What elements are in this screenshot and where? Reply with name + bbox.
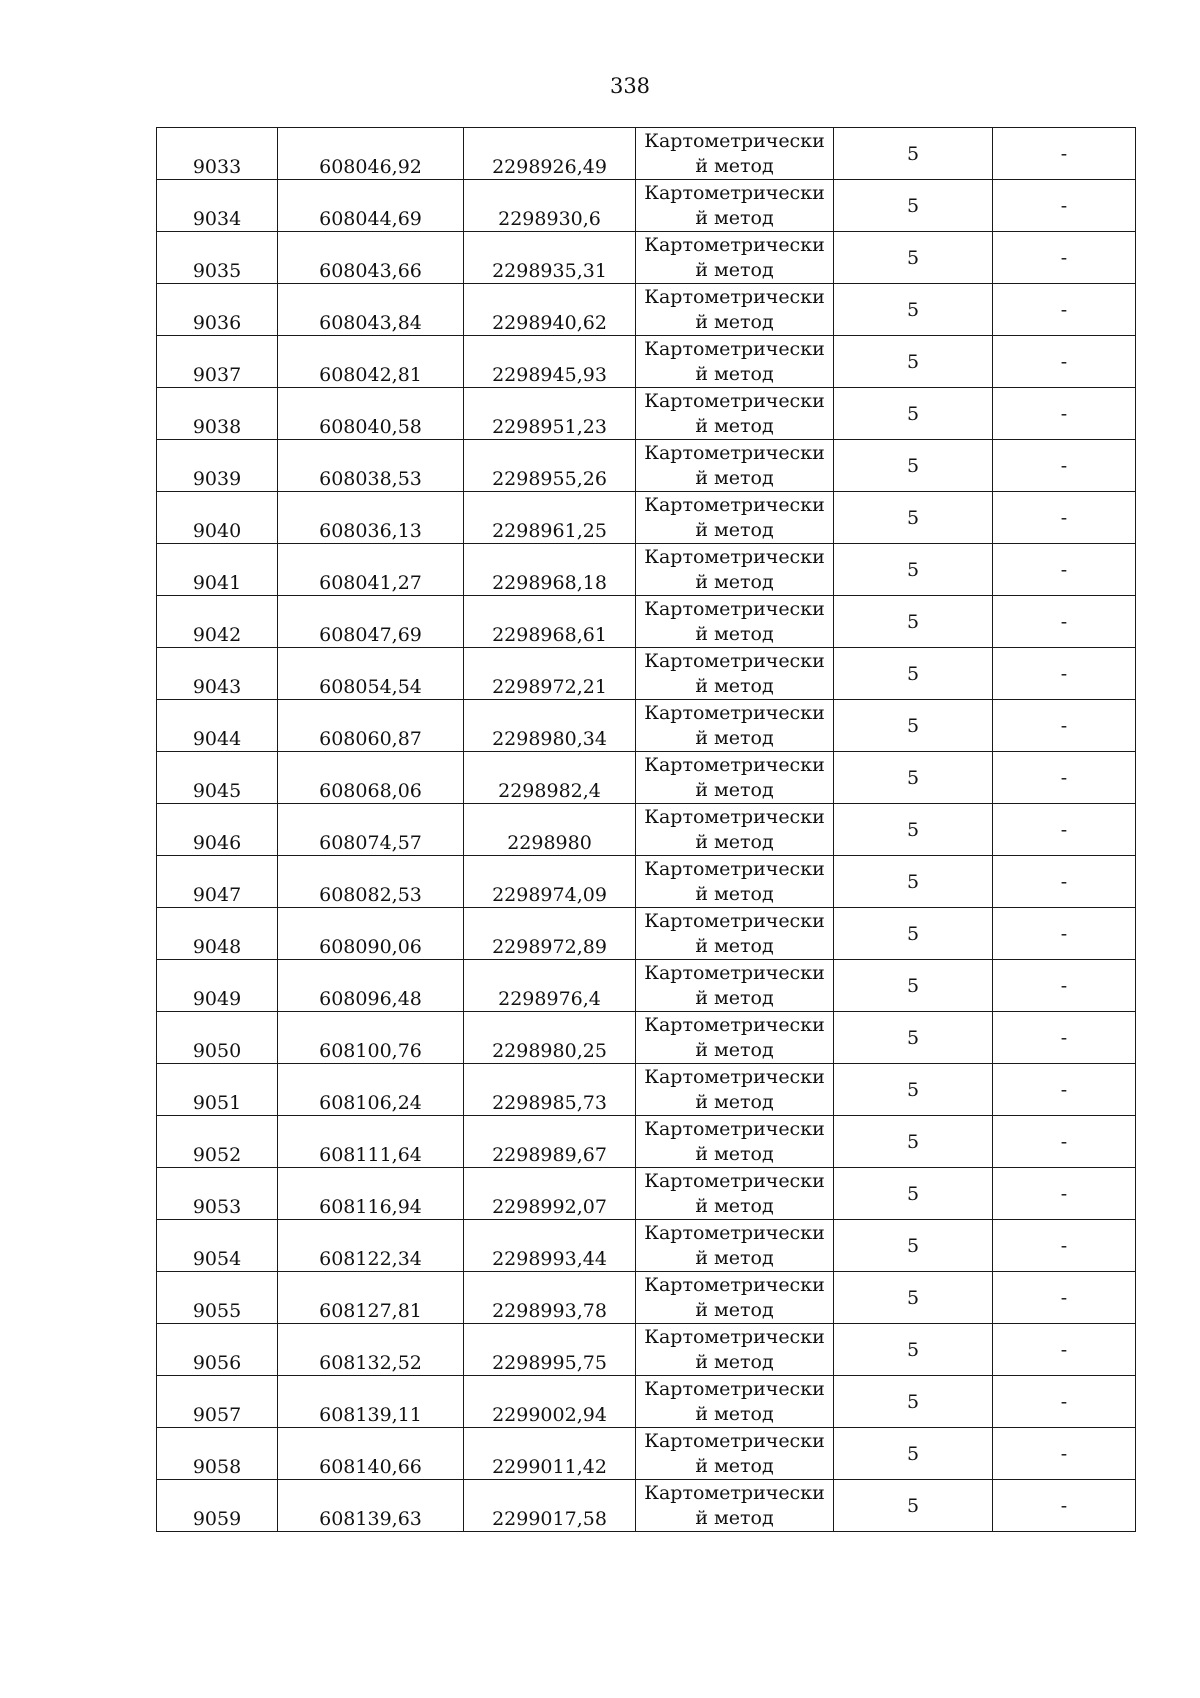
note-cell: -	[993, 1428, 1136, 1480]
note-cell: -	[993, 388, 1136, 440]
method-cell	[636, 1324, 834, 1376]
method-cell	[636, 440, 834, 492]
table-row	[157, 1116, 1136, 1168]
method-cell	[636, 1428, 834, 1480]
method-cell	[636, 1480, 834, 1532]
note-cell: -	[993, 128, 1136, 180]
x-coordinate-cell: 608106,24	[278, 1064, 464, 1116]
x-coordinate-cell: 608096,48	[278, 960, 464, 1012]
x-coordinate-cell: 608139,63	[278, 1480, 464, 1532]
method-cell	[636, 284, 834, 336]
y-coordinate-cell: 2298989,67	[464, 1116, 636, 1168]
y-coordinate-cell: 2298995,75	[464, 1324, 636, 1376]
y-coordinate-cell: 2298985,73	[464, 1064, 636, 1116]
method-line-2: й метод	[695, 883, 774, 905]
method-line-1: Картометрически	[644, 234, 825, 256]
table-row	[157, 1220, 1136, 1272]
accuracy-cell: 5	[834, 128, 993, 180]
table-row	[157, 700, 1136, 752]
accuracy-cell: 5	[834, 180, 993, 232]
point-id-cell: 9050	[157, 1012, 278, 1064]
table-row	[157, 284, 1136, 336]
point-id-cell: 9048	[157, 908, 278, 960]
table-row	[157, 752, 1136, 804]
accuracy-cell: 5	[834, 284, 993, 336]
x-coordinate-cell: 608068,06	[278, 752, 464, 804]
x-coordinate-cell: 608043,66	[278, 232, 464, 284]
method-line-1: Картометрически	[644, 1274, 825, 1296]
note-cell: -	[993, 1272, 1136, 1324]
note-cell: -	[993, 1012, 1136, 1064]
accuracy-cell: 5	[834, 440, 993, 492]
table-row	[157, 1480, 1136, 1532]
x-coordinate-cell: 608090,06	[278, 908, 464, 960]
method-cell	[636, 1012, 834, 1064]
note-cell: -	[993, 648, 1136, 700]
method-line-1: Картометрически	[644, 286, 825, 308]
method-line-2: й метод	[695, 1403, 774, 1425]
method-line-1: Картометрически	[644, 1014, 825, 1036]
note-cell: -	[993, 1116, 1136, 1168]
method-line-1: Картометрически	[644, 390, 825, 412]
accuracy-cell: 5	[834, 1428, 993, 1480]
method-line-1: Картометрически	[644, 182, 825, 204]
method-line-2: й метод	[695, 675, 774, 697]
table-row	[157, 492, 1136, 544]
point-id-cell: 9034	[157, 180, 278, 232]
accuracy-cell: 5	[834, 596, 993, 648]
method-line-1: Картометрически	[644, 1170, 825, 1192]
y-coordinate-cell: 2299011,42	[464, 1428, 636, 1480]
y-coordinate-cell: 2298974,09	[464, 856, 636, 908]
method-line-2: й метод	[695, 831, 774, 853]
method-line-1: Картометрически	[644, 1066, 825, 1088]
point-id-cell: 9042	[157, 596, 278, 648]
point-id-cell: 9040	[157, 492, 278, 544]
x-coordinate-cell: 608140,66	[278, 1428, 464, 1480]
table-row	[157, 596, 1136, 648]
method-cell	[636, 700, 834, 752]
accuracy-cell: 5	[834, 1272, 993, 1324]
accuracy-cell: 5	[834, 1220, 993, 1272]
note-cell: -	[993, 596, 1136, 648]
method-cell	[636, 388, 834, 440]
method-line-1: Картометрически	[644, 1430, 825, 1452]
x-coordinate-cell: 608038,53	[278, 440, 464, 492]
method-cell	[636, 648, 834, 700]
method-line-2: й метод	[695, 207, 774, 229]
method-line-1: Картометрически	[644, 1222, 825, 1244]
method-line-2: й метод	[695, 259, 774, 281]
method-line-1: Картометрически	[644, 754, 825, 776]
note-cell: -	[993, 1376, 1136, 1428]
y-coordinate-cell: 2298968,61	[464, 596, 636, 648]
note-cell: -	[993, 908, 1136, 960]
point-id-cell: 9046	[157, 804, 278, 856]
method-line-1: Картометрически	[644, 1326, 825, 1348]
x-coordinate-cell: 608060,87	[278, 700, 464, 752]
method-line-2: й метод	[695, 1247, 774, 1269]
method-line-2: й метод	[695, 727, 774, 749]
point-id-cell: 9036	[157, 284, 278, 336]
accuracy-cell: 5	[834, 544, 993, 596]
method-line-1: Картометрически	[644, 598, 825, 620]
note-cell: -	[993, 492, 1136, 544]
accuracy-cell: 5	[834, 492, 993, 544]
note-cell: -	[993, 856, 1136, 908]
y-coordinate-cell: 2298945,93	[464, 336, 636, 388]
method-line-2: й метод	[695, 571, 774, 593]
table-row	[157, 1428, 1136, 1480]
accuracy-cell: 5	[834, 804, 993, 856]
method-line-2: й метод	[695, 1195, 774, 1217]
method-cell	[636, 596, 834, 648]
x-coordinate-cell: 608043,84	[278, 284, 464, 336]
point-id-cell: 9051	[157, 1064, 278, 1116]
table-row	[157, 1272, 1136, 1324]
note-cell: -	[993, 1324, 1136, 1376]
coordinates-table	[156, 127, 1136, 1532]
x-coordinate-cell: 608042,81	[278, 336, 464, 388]
method-line-2: й метод	[695, 987, 774, 1009]
point-id-cell: 9055	[157, 1272, 278, 1324]
y-coordinate-cell: 2298972,21	[464, 648, 636, 700]
method-cell	[636, 128, 834, 180]
point-id-cell: 9052	[157, 1116, 278, 1168]
method-line-2: й метод	[695, 623, 774, 645]
y-coordinate-cell: 2298980,34	[464, 700, 636, 752]
accuracy-cell: 5	[834, 336, 993, 388]
table-row	[157, 960, 1136, 1012]
method-line-1: Картометрически	[644, 1482, 825, 1504]
note-cell: -	[993, 284, 1136, 336]
table-row	[157, 388, 1136, 440]
point-id-cell: 9039	[157, 440, 278, 492]
note-cell: -	[993, 1064, 1136, 1116]
y-coordinate-cell: 2298940,62	[464, 284, 636, 336]
method-cell	[636, 492, 834, 544]
point-id-cell: 9058	[157, 1428, 278, 1480]
note-cell: -	[993, 232, 1136, 284]
x-coordinate-cell: 608040,58	[278, 388, 464, 440]
table-row	[157, 1168, 1136, 1220]
accuracy-cell: 5	[834, 1012, 993, 1064]
accuracy-cell: 5	[834, 232, 993, 284]
point-id-cell: 9037	[157, 336, 278, 388]
x-coordinate-cell: 608046,92	[278, 128, 464, 180]
point-id-cell: 9057	[157, 1376, 278, 1428]
method-line-1: Картометрически	[644, 546, 825, 568]
y-coordinate-cell: 2298935,31	[464, 232, 636, 284]
y-coordinate-cell: 2298992,07	[464, 1168, 636, 1220]
x-coordinate-cell: 608116,94	[278, 1168, 464, 1220]
note-cell: -	[993, 752, 1136, 804]
x-coordinate-cell: 608139,11	[278, 1376, 464, 1428]
method-cell	[636, 180, 834, 232]
method-line-2: й метод	[695, 311, 774, 333]
accuracy-cell: 5	[834, 1116, 993, 1168]
method-cell	[636, 1116, 834, 1168]
y-coordinate-cell: 2298993,78	[464, 1272, 636, 1324]
method-line-2: й метод	[695, 1299, 774, 1321]
note-cell: -	[993, 440, 1136, 492]
method-line-2: й метод	[695, 1507, 774, 1529]
method-line-2: й метод	[695, 1351, 774, 1373]
method-line-2: й метод	[695, 1091, 774, 1113]
method-line-2: й метод	[695, 1039, 774, 1061]
accuracy-cell: 5	[834, 856, 993, 908]
table-row	[157, 544, 1136, 596]
method-line-1: Картометрически	[644, 962, 825, 984]
method-cell	[636, 752, 834, 804]
point-id-cell: 9056	[157, 1324, 278, 1376]
y-coordinate-cell: 2298993,44	[464, 1220, 636, 1272]
x-coordinate-cell: 608044,69	[278, 180, 464, 232]
note-cell: -	[993, 1168, 1136, 1220]
method-cell	[636, 1376, 834, 1428]
accuracy-cell: 5	[834, 1480, 993, 1532]
x-coordinate-cell: 608074,57	[278, 804, 464, 856]
note-cell: -	[993, 804, 1136, 856]
page-number: 338	[609, 74, 651, 98]
accuracy-cell: 5	[834, 1324, 993, 1376]
method-line-1: Картометрически	[644, 494, 825, 516]
method-cell	[636, 544, 834, 596]
method-line-2: й метод	[695, 519, 774, 541]
table-row	[157, 440, 1136, 492]
method-line-2: й метод	[695, 1143, 774, 1165]
method-cell	[636, 232, 834, 284]
x-coordinate-cell: 608054,54	[278, 648, 464, 700]
x-coordinate-cell: 608111,64	[278, 1116, 464, 1168]
accuracy-cell: 5	[834, 1064, 993, 1116]
point-id-cell: 9054	[157, 1220, 278, 1272]
method-line-1: Картометрически	[644, 130, 825, 152]
note-cell: -	[993, 1220, 1136, 1272]
method-line-1: Картометрически	[644, 858, 825, 880]
method-cell	[636, 1272, 834, 1324]
method-line-1: Картометрически	[644, 338, 825, 360]
method-line-1: Картометрически	[644, 442, 825, 464]
method-line-1: Картометрически	[644, 702, 825, 724]
table-row	[157, 1012, 1136, 1064]
point-id-cell: 9043	[157, 648, 278, 700]
y-coordinate-cell: 2298982,4	[464, 752, 636, 804]
method-cell	[636, 908, 834, 960]
method-line-2: й метод	[695, 1455, 774, 1477]
method-cell	[636, 856, 834, 908]
accuracy-cell: 5	[834, 752, 993, 804]
accuracy-cell: 5	[834, 648, 993, 700]
note-cell: -	[993, 960, 1136, 1012]
y-coordinate-cell: 2298926,49	[464, 128, 636, 180]
method-cell	[636, 1220, 834, 1272]
method-line-2: й метод	[695, 155, 774, 177]
method-line-2: й метод	[695, 779, 774, 801]
x-coordinate-cell: 608132,52	[278, 1324, 464, 1376]
table-row	[157, 232, 1136, 284]
accuracy-cell: 5	[834, 700, 993, 752]
point-id-cell: 9047	[157, 856, 278, 908]
table-row	[157, 336, 1136, 388]
method-cell	[636, 1064, 834, 1116]
point-id-cell: 9033	[157, 128, 278, 180]
x-coordinate-cell: 608041,27	[278, 544, 464, 596]
table-row	[157, 180, 1136, 232]
method-line-1: Картометрически	[644, 650, 825, 672]
table-row	[157, 1064, 1136, 1116]
point-id-cell: 9041	[157, 544, 278, 596]
x-coordinate-cell: 608047,69	[278, 596, 464, 648]
method-line-2: й метод	[695, 415, 774, 437]
note-cell: -	[993, 180, 1136, 232]
y-coordinate-cell: 2298972,89	[464, 908, 636, 960]
method-line-1: Картометрически	[644, 1378, 825, 1400]
table-row	[157, 804, 1136, 856]
accuracy-cell: 5	[834, 908, 993, 960]
point-id-cell: 9059	[157, 1480, 278, 1532]
y-coordinate-cell: 2298980	[464, 804, 636, 856]
table-row	[157, 648, 1136, 700]
y-coordinate-cell: 2298980,25	[464, 1012, 636, 1064]
method-cell	[636, 336, 834, 388]
x-coordinate-cell: 608122,34	[278, 1220, 464, 1272]
y-coordinate-cell: 2298961,25	[464, 492, 636, 544]
y-coordinate-cell: 2298968,18	[464, 544, 636, 596]
y-coordinate-cell: 2299002,94	[464, 1376, 636, 1428]
y-coordinate-cell: 2298955,26	[464, 440, 636, 492]
point-id-cell: 9035	[157, 232, 278, 284]
accuracy-cell: 5	[834, 388, 993, 440]
method-line-2: й метод	[695, 467, 774, 489]
table-row	[157, 1324, 1136, 1376]
accuracy-cell: 5	[834, 1168, 993, 1220]
x-coordinate-cell: 608100,76	[278, 1012, 464, 1064]
table-row	[157, 1376, 1136, 1428]
note-cell: -	[993, 1480, 1136, 1532]
method-line-2: й метод	[695, 935, 774, 957]
y-coordinate-cell: 2298930,6	[464, 180, 636, 232]
y-coordinate-cell: 2298976,4	[464, 960, 636, 1012]
point-id-cell: 9049	[157, 960, 278, 1012]
note-cell: -	[993, 336, 1136, 388]
note-cell: -	[993, 544, 1136, 596]
x-coordinate-cell: 608082,53	[278, 856, 464, 908]
point-id-cell: 9045	[157, 752, 278, 804]
method-cell	[636, 960, 834, 1012]
table-body	[157, 128, 1136, 1532]
method-line-1: Картометрически	[644, 1118, 825, 1140]
method-line-2: й метод	[695, 363, 774, 385]
x-coordinate-cell: 608127,81	[278, 1272, 464, 1324]
note-cell: -	[993, 700, 1136, 752]
method-line-1: Картометрически	[644, 910, 825, 932]
point-id-cell: 9038	[157, 388, 278, 440]
y-coordinate-cell: 2298951,23	[464, 388, 636, 440]
accuracy-cell: 5	[834, 1376, 993, 1428]
accuracy-cell: 5	[834, 960, 993, 1012]
point-id-cell: 9044	[157, 700, 278, 752]
table-row	[157, 128, 1136, 180]
x-coordinate-cell: 608036,13	[278, 492, 464, 544]
table-row	[157, 856, 1136, 908]
method-cell	[636, 1168, 834, 1220]
method-line-1: Картометрически	[644, 806, 825, 828]
y-coordinate-cell: 2299017,58	[464, 1480, 636, 1532]
method-cell	[636, 804, 834, 856]
point-id-cell: 9053	[157, 1168, 278, 1220]
table-row	[157, 908, 1136, 960]
